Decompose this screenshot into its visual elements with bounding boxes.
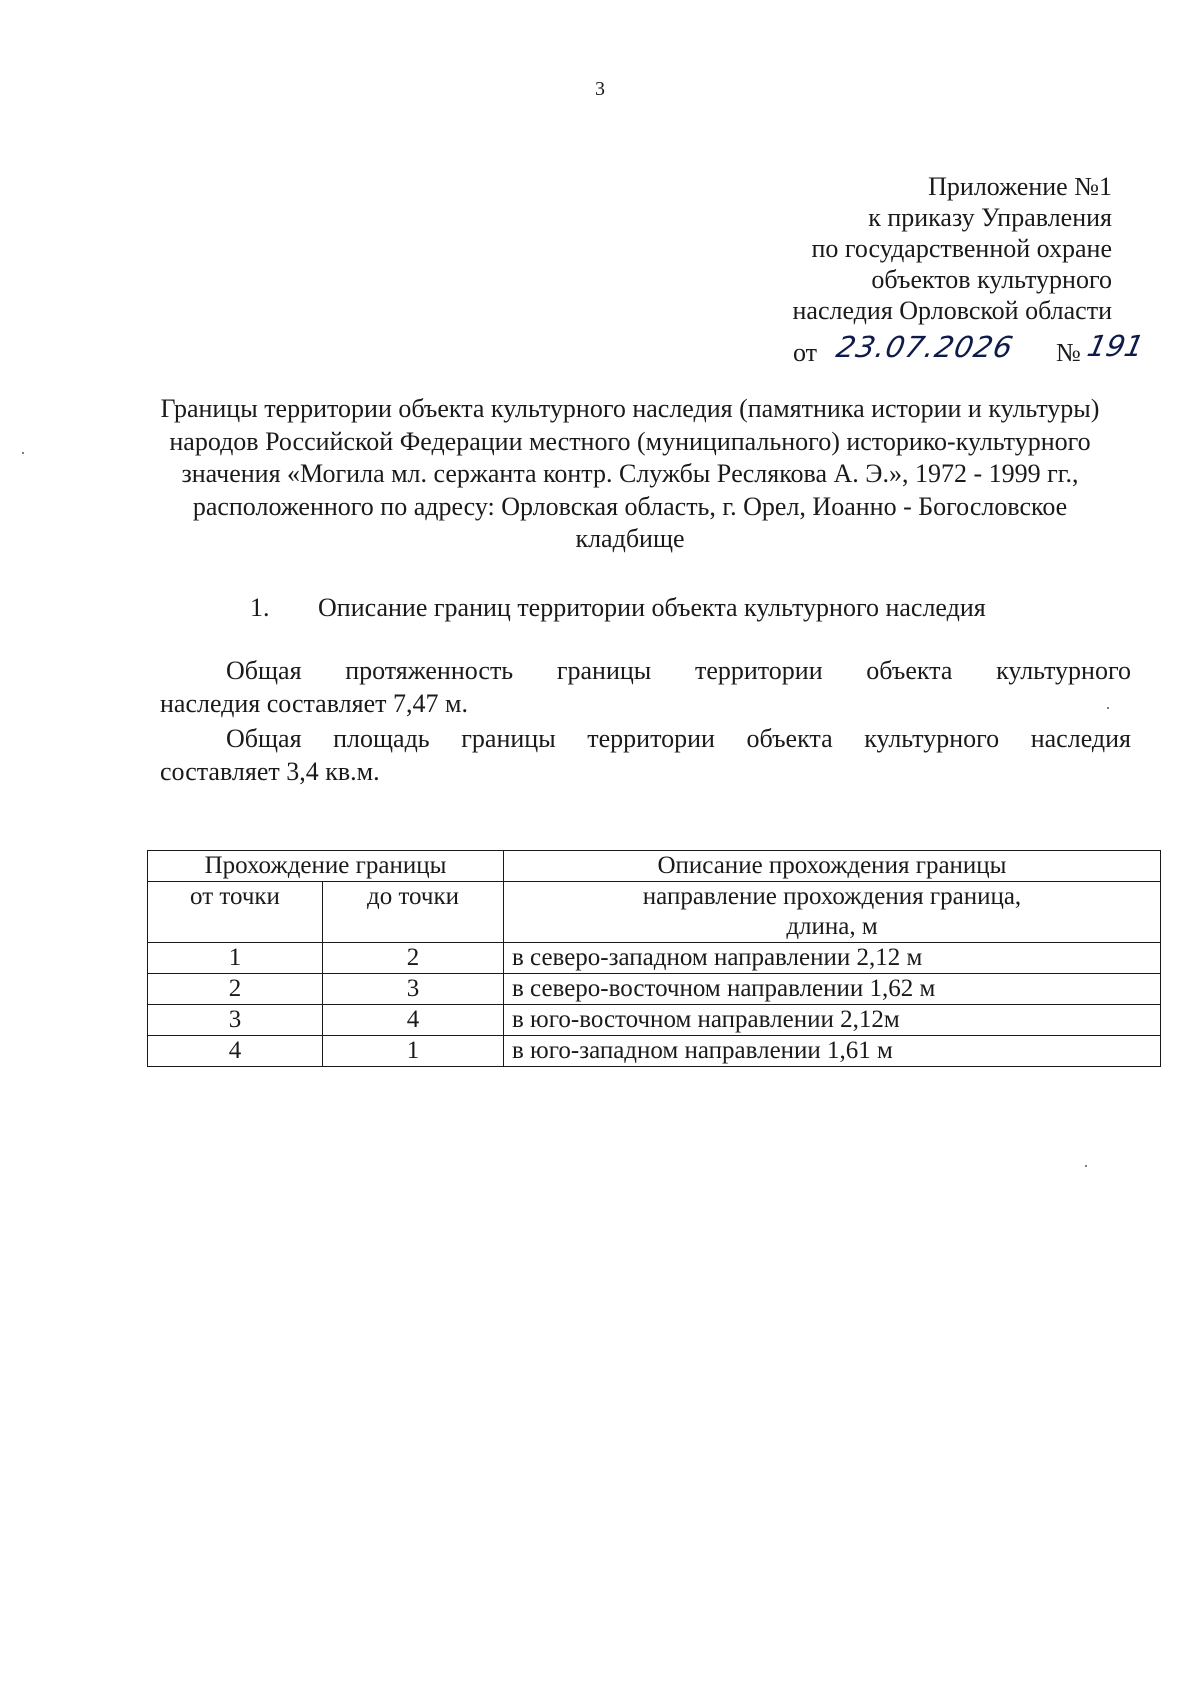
- table-subheader-row: [148, 882, 1161, 943]
- document-title: Границы территории объекта культурного наследия (памятника истории и культуры) народов Российской Федерации местного (муниципального) историко-культурного значения «Могила мл. сержанта контр. Службы Peслякова А. Э.», 1972 - 1999 гг., расположенного по адресу: Орловская область, г. Орел, Иоанно - Богословское кладбище: [160, 394, 1100, 553]
- paragraph-first-line: Общая площадь границы территории объекта культурного наследия: [226, 724, 1131, 753]
- scan-speck: [1107, 707, 1109, 709]
- order-date-number-line: [793, 329, 1147, 372]
- table-header-row: [148, 851, 1161, 882]
- handwritten-number: 191: [1084, 329, 1147, 363]
- header-to-point: до точки: [323, 882, 504, 943]
- cell-description: в северо-восточном направлении 1,62 м: [504, 974, 1161, 1005]
- table-row: [148, 943, 1161, 974]
- scan-speck: [22, 452, 24, 454]
- page-number: 3: [595, 78, 605, 100]
- cell-to: 2: [323, 943, 504, 974]
- table-row: [148, 1005, 1161, 1036]
- cell-description: в юго-западном направлении 1,61 м: [504, 1036, 1161, 1067]
- paragraph-area: [160, 722, 1131, 788]
- section-title: Описание границ территории объекта культурного наследия: [318, 593, 986, 622]
- paragraph-first-line: Общая протяженность границы территории объекта культурного: [226, 656, 1131, 685]
- paragraph-continuation: наследия составляет 7,47 м.: [160, 689, 468, 718]
- scan-speck: [1085, 1165, 1087, 1167]
- appendix-line: по государственной охране: [811, 234, 1112, 263]
- cell-from: 1: [148, 943, 323, 974]
- boundary-table: [147, 850, 1161, 1067]
- header-boundary-passage: Прохождение границы: [148, 851, 504, 882]
- appendix-line: объектов культурного: [871, 265, 1112, 294]
- cell-to: 1: [323, 1036, 504, 1067]
- cell-to: 4: [323, 1005, 504, 1036]
- header-direction-length: [504, 882, 1161, 943]
- appendix-line: наследия Орловской области: [792, 296, 1112, 325]
- date-prefix: от: [793, 338, 818, 367]
- appendix-line: Приложение №1: [928, 172, 1112, 201]
- appendix-block: [793, 171, 1112, 326]
- cell-from: 2: [148, 974, 323, 1005]
- handwritten-date: 23.07.2026: [833, 330, 1017, 364]
- cell-from: 3: [148, 1005, 323, 1036]
- header-from-point: от точки: [148, 882, 323, 943]
- cell-from: 4: [148, 1036, 323, 1067]
- cell-description: в юго-восточном направлении 2,12м: [504, 1005, 1161, 1036]
- header-boundary-description: Описание прохождения границы: [504, 851, 1161, 882]
- table-row: [148, 974, 1161, 1005]
- appendix-line: к приказу Управления: [868, 203, 1112, 232]
- header-direction-line: направление прохождения граница,: [642, 883, 1022, 910]
- header-length-line: длина, м: [786, 913, 878, 940]
- section-number: 1.: [250, 593, 270, 622]
- cell-description: в северо-западном направлении 2,12 м: [504, 943, 1161, 974]
- number-prefix: №: [1056, 338, 1081, 367]
- paragraph-continuation: составляет 3,4 кв.м.: [160, 757, 380, 786]
- table-row: [148, 1036, 1161, 1067]
- paragraph-length: [160, 654, 1131, 720]
- cell-to: 3: [323, 974, 504, 1005]
